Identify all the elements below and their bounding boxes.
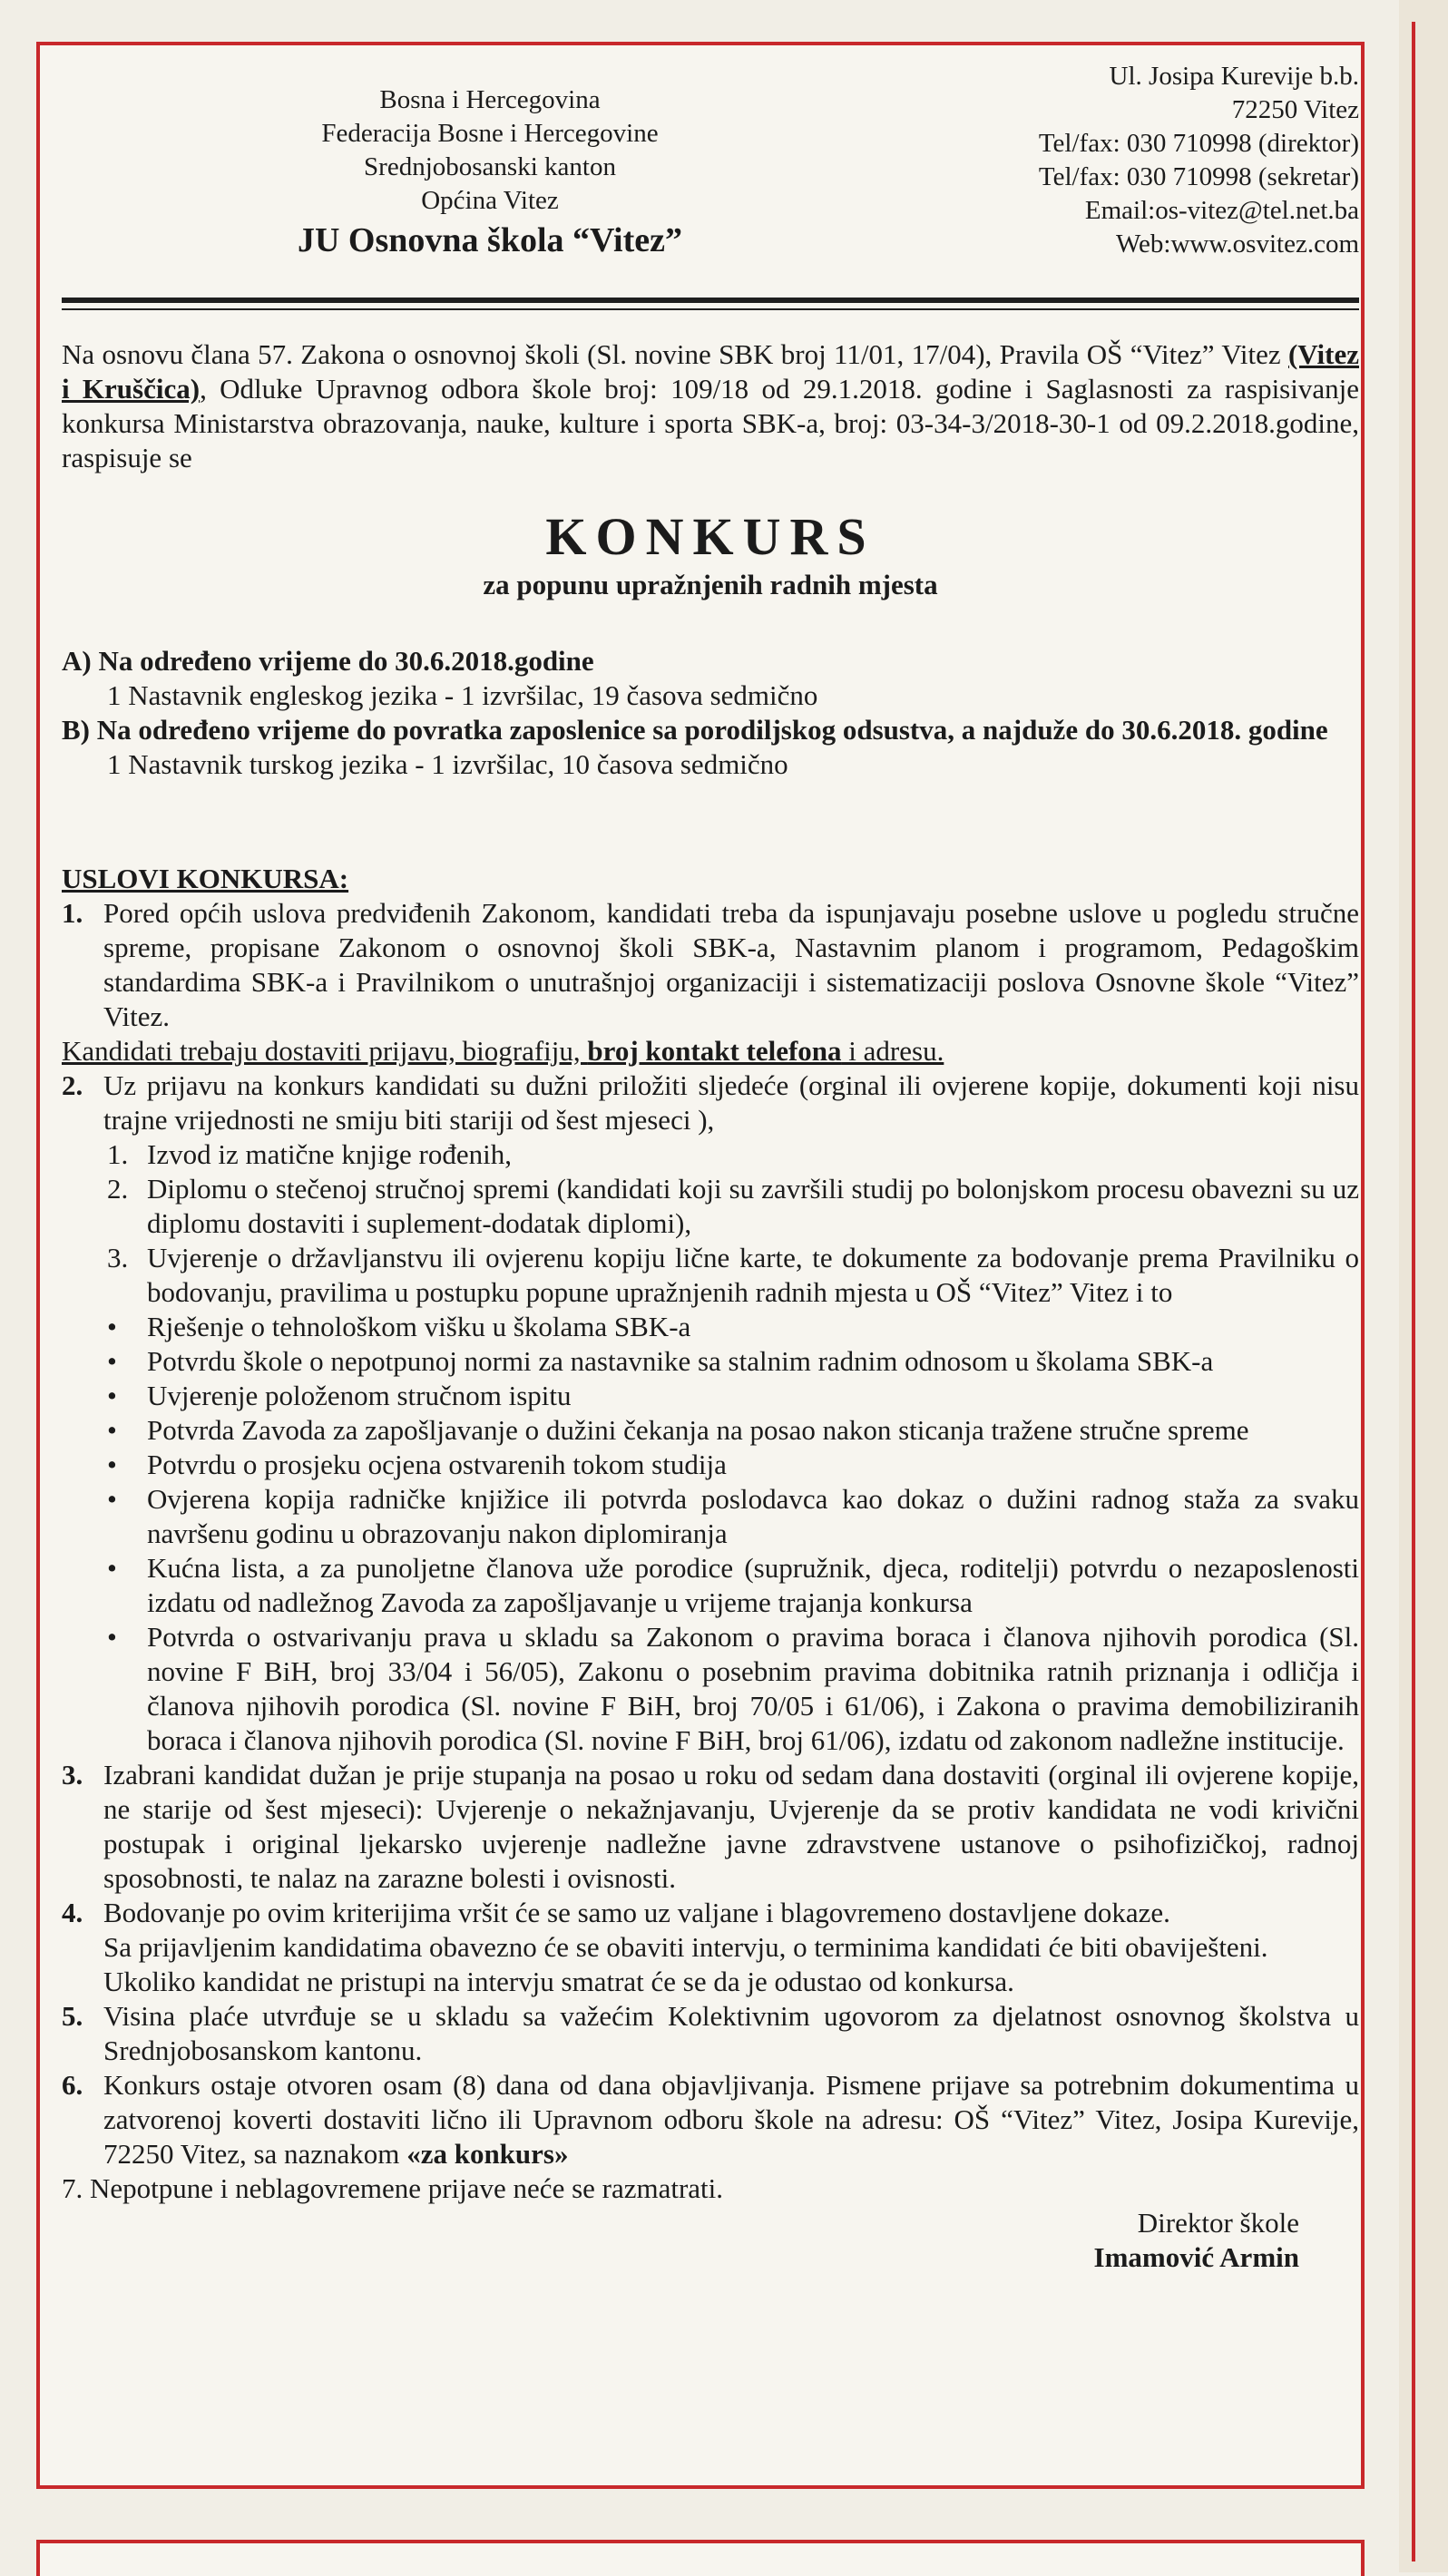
sub-number: 2. (107, 1173, 129, 1205)
header-left (209, 83, 771, 263)
condition-number: 5. (62, 2000, 83, 2032)
header-municipality: Općina Vitez (421, 186, 559, 215)
bullet-text: Potvrdu škole o nepotpunoj normi za nastavnike sa stalnim radnim odnosom u školama SBK-a (147, 1345, 1214, 1377)
bullet-text: Uvjerenje položenom stručnom ispitu (147, 1380, 572, 1411)
condition-2 (62, 1068, 1359, 1137)
signature-role: Direktor škole (1137, 2207, 1299, 2239)
condition-text: Izabrani kandidat dužan je prije stupanja na posao u roku od sedam dana dostaviti (orginal ili ovjerene kopije, ne starije od šest mjeseci): Uvjerenje o nekažnjavanju, Uvjerenje da se protiv kandidata ne vodi krivični postupak i original ljekarsko uvjerenje nadležne javne zdravstvene ustanove o psihofizičkoj, radnoj sposobnosti, te nalaz na zarazne bolesti i ovisnosti. (103, 1759, 1359, 1894)
website: Web:www.osvitez.com (1116, 229, 1359, 259)
note-part: Kandidati trebaju dostaviti prijavu, biografiju, (62, 1035, 588, 1067)
sub-text: Izvod iz matične knjige rođenih, (147, 1138, 513, 1170)
header-federation: Federacija Bosne i Hercegovine (321, 119, 659, 148)
sub-text: Uvjerenje o državljanstvu ili ovjerenu kopiju lične karte, te dokumente za bodovanje prema Pravilniku o bodovanju, pravilima u postupku popune upražnjenih radnih mjesta u OŠ “Vitez” Vitez i to (147, 1242, 1359, 1308)
phone-secretary: Tel/fax: 030 710998 (sekretar) (1038, 162, 1359, 191)
bullet-text: Potvrda o ostvarivanju prava u skladu sa Zakonom o pravima boraca i članova njihovih porodica (Sl. novine F BiH, broj 33/04 i 56/05), Zakonu o posebnim pravima dobitnika ratnih priznanja i odličja i članova njihovih porodica (Sl. novine F BiH, broj 70/05 i 61/06), i Zakona o pravima demobiliziranih boraca i članova njihovih porodica (Sl. novine F BiH, broj 61/06), izdatu od zakonom nadležne institucije. (147, 1621, 1359, 1756)
bullet-icon: • (107, 1552, 117, 1584)
conditions-heading: USLOVI KONKURSA: (62, 863, 349, 894)
adjacent-page-strip (1399, 0, 1448, 2572)
conditions (62, 862, 1359, 2275)
condition-4-absence: Ukoliko kandidat ne pristupi na intervju smatrat će se da je odustao od konkursa. (103, 1966, 1014, 1997)
condition-text: Bodovanje po ovim kriterijima vršit će se samo uz valjane i blagovremeno dostavljene dokaze. (103, 1897, 1170, 1928)
section-b-item: 1 Nastavnik turskog jezika - 1 izvršilac, 10 časova sedmično (107, 748, 788, 780)
intro-part2: , Odluke Upravnog odbora škole broj: 109/18 od 29.1.2018. godine i Saglasnosti za raspisivanje konkursa Ministarstva obrazovanja, nauke, kulture i sporta SBK-a, broj: 03-34-3/2018-30-1 od 09.2.2018.godine, raspisuje se (62, 373, 1359, 473)
condition-number: 1. (62, 897, 83, 929)
sub-item (62, 1241, 1359, 1310)
bullet-icon: • (107, 1380, 117, 1411)
intro-paragraph (62, 337, 1359, 475)
header-country: Bosna i Hercegovina (379, 85, 601, 114)
bullet-icon: • (107, 1311, 117, 1342)
bullet-text: Rješenje o tehnološkom višku u školama SBK-a (147, 1311, 691, 1342)
header-canton: Srednjobosanski kanton (364, 152, 616, 181)
sub-number: 1. (107, 1138, 129, 1170)
bullet-icon: • (107, 1414, 117, 1446)
bullet-text: Kućna lista, a za punoljetne članova uže porodice (supružnik, djeca, roditelji) potvrdu o nezaposlenosti izdatu od nadležnog Zavoda za zapošljavanje u vrijeme trajanja konkursa (147, 1552, 1359, 1618)
bullet-item (62, 1482, 1359, 1551)
signature-name: Imamović Armin (1093, 2241, 1299, 2273)
bullet-icon: • (107, 1345, 117, 1377)
condition-number: 6. (62, 2069, 83, 2101)
signature (62, 2206, 1359, 2275)
bullet-item (62, 1620, 1359, 1758)
condition-1 (62, 896, 1359, 1034)
bullet-text: Potvrda Zavoda za zapošljavanje o dužini čekanja na posao nakon sticanja tražene stručne spreme (147, 1414, 1249, 1446)
condition-number: 3. (62, 1759, 83, 1791)
bullet-icon: • (107, 1621, 117, 1653)
section-b (62, 713, 1359, 782)
intro-underlined: (Vitez i Kruščica) (62, 338, 1359, 405)
condition-3 (62, 1758, 1359, 1896)
bullet-item (62, 1344, 1359, 1379)
adjacent-border (1412, 22, 1415, 2561)
bullet-text: Potvrdu o prosjeku ocjena ostvarenih tokom studija (147, 1449, 727, 1480)
address-postal: 72250 Vitez (1231, 95, 1359, 124)
header-divider-thick (62, 298, 1359, 303)
sub-text: Diplomu o stečenoj stručnoj spremi (kandidati koji su završili studij po bolonjskom procesu obavezni su uz diplomu dostaviti i suplement-dodatak diplomi), (147, 1173, 1359, 1239)
section-a-item: 1 Nastavnik engleskog jezika - 1 izvršilac, 19 časova sedmično (107, 679, 818, 711)
condition-text: Uz prijavu na konkurs kandidati su dužni priložiti sljedeće (orginal ili ovjerene kopije, dokumenti koji nisu trajne vrijednosti ne smiju biti stariji od šest mjeseci ), (103, 1069, 1359, 1136)
note-bold: broj kontakt telefona (587, 1035, 842, 1067)
condition-text: Visina plaće utvrđuje se u skladu sa važećim Kolektivnim ugovorom za djelatnost osnovnog školstva u Srednjobosanskom kantonu. (103, 2000, 1359, 2066)
bullet-item (62, 1413, 1359, 1448)
bullet-item (62, 1448, 1359, 1482)
condition-number: 4. (62, 1897, 83, 1928)
condition-text: Pored općih uslova predviđenih Zakonom, kandidati treba da ispunjavaju posebne uslove u pogledu stručne spreme, propisane Zakonom o osnovnoj školi SBK-a, Nastavnim planom i programom, Pedagoškim standardima SBK-a i Pravilnikom o unutrašnjoj organizaciji i sistematizaciji poslova Osnovne škole “Vitez” Vitez. (103, 897, 1359, 1032)
address-street: Ul. Josipa Kurevije b.b. (1109, 62, 1359, 91)
section-b-heading: B) Na određeno vrijeme do povratka zaposlenice sa porodiljskog odsustva, a najduže do 30.6.2018. godine (62, 714, 1328, 746)
header-right (1039, 60, 1359, 261)
sub-number: 3. (107, 1242, 129, 1273)
bullet-text: Ovjerena kopija radničke knjižice ili potvrda poslodavca kao dokaz o dužini radnog staža za svaku navršenu godinu u obrazovanju nakon diplomiranja (147, 1483, 1359, 1549)
sub-item (62, 1137, 1359, 1172)
header-divider-thin (62, 308, 1359, 310)
phone-director: Tel/fax: 030 710998 (direktor) (1038, 129, 1359, 158)
section-a-heading: A) Na određeno vrijeme do 30.6.2018.godine (62, 645, 594, 677)
condition-6 (62, 2068, 1359, 2171)
school-name: JU Osnovna škola “Vitez” (297, 221, 682, 259)
condition-7: 7. Nepotpune i neblagovremene prijave neće se razmatrati. (62, 2172, 724, 2204)
condition-4 (62, 1896, 1359, 1930)
email: Email:os-vitez@tel.net.ba (1084, 196, 1359, 225)
bullet-item (62, 1551, 1359, 1620)
intro-part1: Na osnovu člana 57. Zakona o osnovnoj školi (Sl. novine SBK broj 11/01, 17/04), Pravila OŠ “Vitez” Vitez (62, 338, 1288, 370)
condition-5 (62, 1999, 1359, 2068)
page-subtitle: za popunu upražnjenih radnih mjesta (483, 569, 938, 600)
next-ad-border (36, 2540, 1365, 2576)
section-a (62, 644, 1359, 713)
bullet-icon: • (107, 1483, 117, 1515)
bullet-item (62, 1310, 1359, 1344)
bullet-icon: • (107, 1449, 117, 1480)
note-part: i adresu. (841, 1035, 944, 1067)
condition-text (103, 2068, 1359, 2171)
bullet-item (62, 1379, 1359, 1413)
condition-6-mark: «za konkurs» (406, 2138, 569, 2170)
condition-4-interview: Sa prijavljenim kandidatima obavezno će se obaviti intervju, o terminima kandidati će biti obaviješteni. (103, 1931, 1268, 1963)
page-title: KONKURS (545, 507, 876, 566)
required-documents-note (62, 1034, 1359, 1068)
sub-item (62, 1172, 1359, 1241)
condition-number: 2. (62, 1069, 83, 1101)
condition-6-text: Konkurs ostaje otvoren osam (8) dana od dana objavljivanja. Pismene prijave sa potrebnim dokumentima u zatvorenoj koverti dostaviti lično ili Upravnom odboru škole na adresu: OŠ “Vitez” Vitez, Josipa Kurevije, 72250 Vitez, sa naznakom (103, 2069, 1359, 2170)
